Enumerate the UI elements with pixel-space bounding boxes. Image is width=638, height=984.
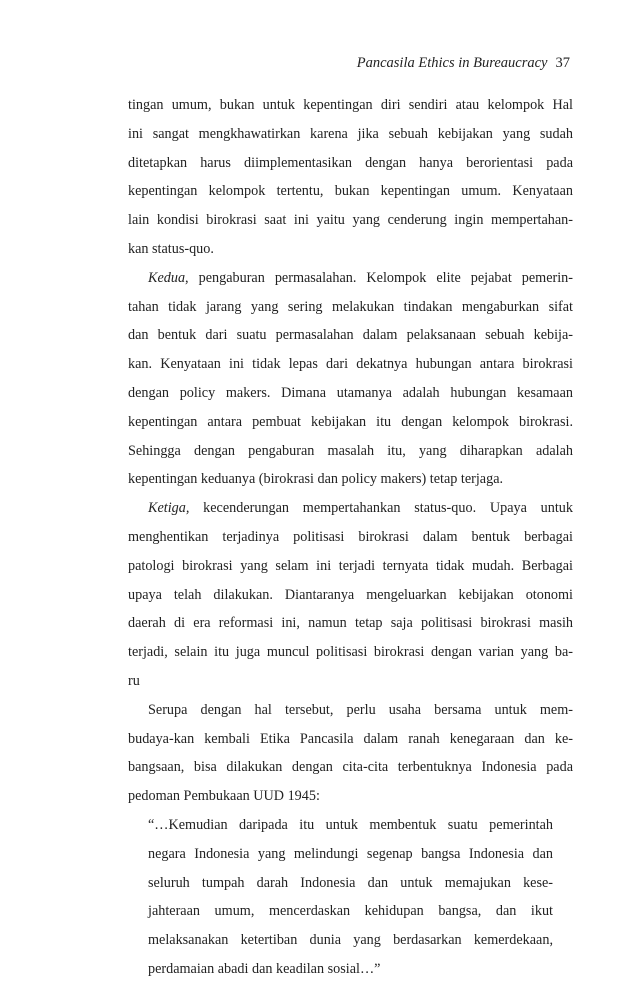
paragraph-lead: Kedua — [148, 269, 186, 286]
paragraph-lead-rest: , pengaburan permasalahan. Kelompok elite pejabat pemerin- — [185, 269, 573, 286]
text-line: ditetapkan harus diimplementasikan dengan hanya berorientasi pada — [128, 154, 573, 171]
text-line: Serupa dengan hal tersebut, perlu usaha bersama untuk mem- — [148, 701, 573, 718]
text-line: menghentikan terjadinya politisasi birokrasi dalam bentuk berbagai — [128, 528, 573, 545]
text-line: tingan umum, bukan untuk kepentingan diri sendiri atau kelompok Hal — [128, 97, 573, 113]
running-header — [357, 55, 570, 72]
text-line: dengan policy makers. Dimana utamanya adalah hubungan kesamaan — [128, 384, 573, 401]
text-line: kan status-quo. — [128, 240, 214, 257]
running-title: Pancasila Ethics in Bureaucracy — [356, 55, 548, 71]
text-line: budaya-kan kembali Etika Pancasila dalam ranah kenegaraan dan ke- — [128, 730, 573, 747]
paragraph-lead: Ketiga, — [148, 500, 190, 517]
paragraph-2 — [128, 264, 573, 494]
text-line: ini sangat mengkhawatirkan karena jika sebuah kebijakan yang sudah — [128, 125, 573, 142]
text-line: terjadi, selain itu juga muncul politisasi birokrasi dengan varian yang ba- — [128, 644, 573, 661]
quote-line: “…Kemudian daripada itu untuk membentuk suatu pemerintah — [148, 816, 553, 833]
block-quote — [148, 811, 553, 984]
text-line — [128, 264, 573, 293]
quote-line: seluruh tumpah darah Indonesia dan untuk memajukan kese- — [148, 874, 553, 891]
text-line: Sehingga dengan pengaburan masalah itu, yang diharapkan adalah — [128, 442, 573, 459]
page-body — [128, 91, 573, 984]
paragraph-3 — [128, 494, 573, 696]
page-number: 37 — [555, 55, 570, 71]
quote-line: perdamaian abadi dan keadilan sosial…” — [148, 960, 381, 977]
text-line: daerah di era reformasi ini, namun tetap saja politisasi birokrasi masih — [128, 615, 573, 632]
text-line: ru — [128, 672, 140, 689]
quote-line: negara Indonesia yang melindungi segenap bangsa Indonesia dan — [148, 845, 553, 862]
text-line: kepentingan kelompok tertentu, bukan kepentingan umum. Kenyataan — [128, 183, 573, 200]
text-line: tahan tidak jarang yang sering melakukan tindakan mengaburkan sifat — [128, 298, 573, 315]
text-line: upaya telah dilakukan. Diantaranya mengeluarkan kebijakan otonomi — [128, 586, 573, 603]
quote-line: jahteraan umum, mencerdaskan kehidupan bangsa, dan ikut — [148, 903, 553, 920]
text-line: kepentingan antara pembuat kebijakan itu dengan kelompok birokrasi. — [128, 413, 573, 430]
text-line: bangsaan, bisa dilakukan dengan cita-cita terbentuknya Indonesia pada — [128, 759, 573, 776]
text-line: dan bentuk dari suatu permasalahan dalam pelaksanaan sebuah kebija- — [128, 327, 573, 344]
text-line: patologi birokrasi yang selam ini terjadi ternyata tidak mudah. Berbagai — [128, 557, 573, 574]
text-line — [128, 494, 573, 523]
text-line: pedoman Pembukaan UUD 1945: — [128, 788, 320, 805]
text-line: kepentingan keduanya (birokrasi dan policy makers) tetap terjaga. — [128, 471, 504, 488]
paragraph-1 — [128, 91, 573, 264]
text-line: lain kondisi birokrasi saat ini yaitu yang cenderung ingin mempertahan- — [128, 212, 573, 229]
quote-line: melaksanakan ketertiban dunia yang berdasarkan kemerdekaan, — [148, 932, 553, 949]
text-line: kan. Kenyataan ini tidak lepas dari dekatnya hubungan antara birokrasi — [128, 356, 573, 373]
paragraph-lead-rest: kecenderungan mempertahankan status-quo. Upaya untuk — [189, 500, 573, 517]
paragraph-4 — [128, 696, 573, 811]
